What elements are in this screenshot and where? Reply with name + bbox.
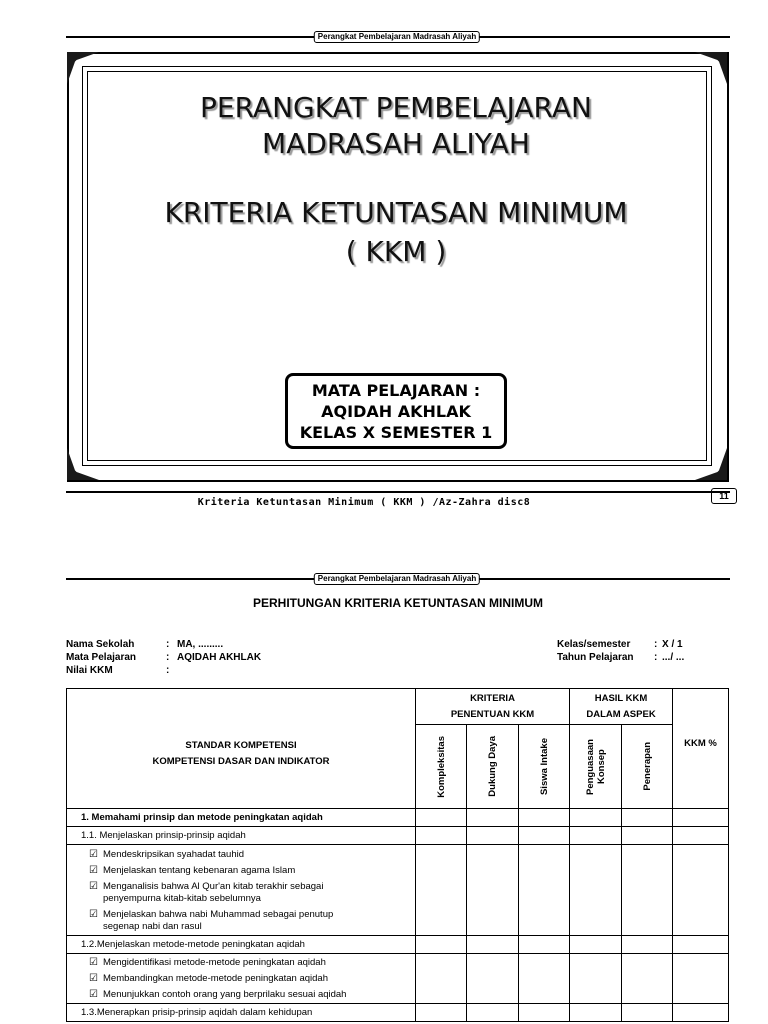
info-label: Mata Pelajaran xyxy=(66,652,137,663)
info-sep: : xyxy=(654,652,658,663)
header-kkm-percent: KKM % xyxy=(673,689,729,809)
info-sep: : xyxy=(166,665,170,676)
indicator-text: Menunjukkan contoh orang yang berprilaku sesuai aqidah xyxy=(103,989,347,1000)
cell-empty xyxy=(467,827,519,845)
subject-line1: MATA PELAJARAN : xyxy=(311,381,481,400)
cell-empty xyxy=(519,827,570,845)
checkbox-icon: ☑ xyxy=(89,849,98,860)
header-standar-kompetensi xyxy=(67,689,416,809)
cell-empty xyxy=(673,809,729,827)
cell-empty xyxy=(416,936,467,954)
cell-empty xyxy=(519,954,570,1004)
list-item xyxy=(67,989,415,1001)
cell-empty xyxy=(570,827,622,845)
cell-empty xyxy=(622,936,673,954)
cell-empty xyxy=(416,1004,467,1022)
cell-empty xyxy=(622,827,673,845)
subject-line2: AQIDAH AKHLAK xyxy=(321,402,471,421)
header-siswa-intake xyxy=(519,725,570,809)
cell-empty xyxy=(673,1004,729,1022)
cover-title-line3: KRITERIA KETUNTASAN MINIMUM xyxy=(164,196,628,229)
header-kriteria xyxy=(416,689,570,725)
header-hasil xyxy=(570,689,673,725)
checkbox-icon: ☑ xyxy=(89,973,98,984)
kd1-indicator-list xyxy=(67,845,416,936)
info-label: Nilai KKM xyxy=(66,665,113,676)
cell-empty xyxy=(519,809,570,827)
cell-empty xyxy=(467,954,519,1004)
header-penguasaan-konsep xyxy=(570,725,622,809)
cell-empty xyxy=(622,1004,673,1022)
info-label: Nama Sekolah xyxy=(66,639,135,650)
cell-empty xyxy=(416,954,467,1004)
cell-empty xyxy=(622,809,673,827)
cell-empty xyxy=(570,936,622,954)
list-item xyxy=(67,849,415,861)
checkbox-icon: ☑ xyxy=(89,989,98,1000)
cell-empty xyxy=(519,845,570,936)
indicator-text: Membandingkan metode-metode peningkatan aqidah xyxy=(103,973,328,984)
indicator-text: Menjelaskan bahwa nabi Muhammad sebagai penutup segenap nabi dan rasul xyxy=(103,909,334,932)
cell-empty xyxy=(416,845,467,936)
checkbox-icon: ☑ xyxy=(89,881,98,892)
cell-empty xyxy=(467,936,519,954)
table-row-kd2 xyxy=(67,936,729,954)
cell-empty xyxy=(467,809,519,827)
sk1-text: 1. Memahami prinsip dan metode peningkatan aqidah xyxy=(67,809,416,827)
cell-empty xyxy=(673,845,729,936)
cell-empty xyxy=(467,845,519,936)
header-sk-line1: STANDAR KOMPETENSI xyxy=(185,739,297,751)
info-value: AQIDAH AKHLAK xyxy=(177,652,262,663)
info-sep: : xyxy=(166,639,170,650)
header-penerapan xyxy=(622,725,673,809)
cell-empty xyxy=(570,954,622,1004)
footer-rule xyxy=(66,491,730,493)
table-row-kd1 xyxy=(67,827,729,845)
checkbox-icon: ☑ xyxy=(89,957,98,968)
cell-empty xyxy=(622,954,673,1004)
info-label: Tahun Pelajaran xyxy=(557,652,634,663)
cell-empty xyxy=(416,827,467,845)
header-kriteria-line1: KRITERIA xyxy=(470,692,515,704)
indicator-text: Mengidentifikasi metode-metode peningkatan aqidah xyxy=(103,957,326,968)
cell-empty xyxy=(519,1004,570,1022)
header-dukung-daya xyxy=(467,725,519,809)
cell-empty xyxy=(416,809,467,827)
indicator-text: Menjelaskan tentang kebenaran agama Islam xyxy=(103,865,296,876)
cell-empty xyxy=(570,809,622,827)
list-item xyxy=(67,865,415,877)
cell-empty xyxy=(622,845,673,936)
kd3-text: 1.3.Menerapkan prisip-prinsip aqidah dalam kehidupan xyxy=(67,1004,416,1022)
table-row-kd3 xyxy=(67,1004,729,1022)
header-label: Perangkat Pembelajaran Madrasah Aliyah xyxy=(314,31,480,43)
cell-empty xyxy=(673,827,729,845)
cell-empty xyxy=(570,845,622,936)
cell-empty xyxy=(673,936,729,954)
cover-title-line4: ( KKM ) xyxy=(345,235,447,268)
table-row-sk1 xyxy=(67,809,729,827)
kd1-text: 1.1. Menjelaskan prinsip-prinsip aqidah xyxy=(67,827,416,845)
subject-box xyxy=(285,373,507,449)
header-hasil-line1: HASIL KKM xyxy=(594,692,648,704)
info-value: X / 1 xyxy=(662,639,683,650)
info-sep: : xyxy=(654,639,658,650)
header-label-page2: Perangkat Pembelajaran Madrasah Aliyah xyxy=(314,573,480,585)
header-penguasaan-konsep-label: Penguasaan Konsep xyxy=(584,738,607,795)
kd2-indicator-list xyxy=(67,954,416,1004)
cell-empty xyxy=(519,936,570,954)
page-number: 11 xyxy=(711,488,737,504)
indicator-text: Menganalisis bahwa Al Qur'an kitab terakhir sebagai penyempurna kitab-kitab sebelumnya xyxy=(103,881,324,904)
header-hasil-line2: DALAM ASPEK xyxy=(586,708,656,720)
info-value: .../ ... xyxy=(662,652,685,663)
list-item xyxy=(67,973,415,985)
cell-empty xyxy=(467,1004,519,1022)
header-kriteria-line2: PENENTUAN KKM xyxy=(450,708,535,720)
header-siswa-intake-label: Siswa Intake xyxy=(538,737,550,796)
table-row-kd1-indicators xyxy=(67,845,729,936)
cover-title-line1: PERANGKAT PEMBELAJARAN xyxy=(200,91,592,124)
checkbox-icon: ☑ xyxy=(89,865,98,876)
header-kompleksitas-label: Kompleksitas xyxy=(435,735,447,798)
list-item xyxy=(67,881,415,905)
header-dukung-daya-label: Dukung Daya xyxy=(487,736,498,797)
list-item xyxy=(67,909,415,933)
cover-title-line2: MADRASAH ALIYAH xyxy=(262,127,530,160)
table-row-kd2-indicators xyxy=(67,954,729,1004)
subject-line3: KELAS X SEMESTER 1 xyxy=(299,423,493,442)
header-sk-line2: KOMPETENSI DASAR DAN INDIKATOR xyxy=(152,755,330,767)
list-item xyxy=(67,957,415,969)
indicator-text: Mendeskripsikan syahadat tauhid xyxy=(103,849,245,860)
info-sep: : xyxy=(166,652,170,663)
info-value: MA, ......... xyxy=(177,639,224,650)
checkbox-icon: ☑ xyxy=(89,909,98,920)
footer-text: Kriteria Ketuntasan Minimum ( KKM ) /Az-Zahra disc8 xyxy=(197,497,531,508)
header-kompleksitas xyxy=(416,725,467,809)
info-label: Kelas/semester xyxy=(557,639,631,650)
cell-empty xyxy=(570,1004,622,1022)
header-penerapan-label: Penerapan xyxy=(641,742,653,791)
cell-empty xyxy=(673,954,729,1004)
kkm-table xyxy=(66,688,729,1022)
page2-title: PERHITUNGAN KRITERIA KETUNTASAN MINIMUM xyxy=(253,596,543,610)
kd2-text: 1.2.Menjelaskan metode-metode peningkatan aqidah xyxy=(67,936,416,954)
